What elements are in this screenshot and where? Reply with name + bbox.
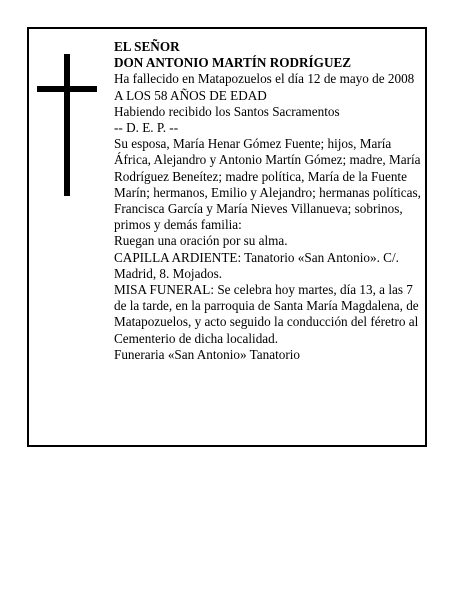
death-date-line: Ha fallecido en Matapozuelos el día 12 de mayo de 2008 xyxy=(114,71,415,87)
prayer-line: Ruegan una oración por su alma. xyxy=(114,233,288,249)
funeral-home-line: Funeraria «San Antonio» Tanatorio xyxy=(114,346,300,362)
latin-cross-icon xyxy=(37,54,97,196)
deceased-title: EL SEÑOR xyxy=(114,39,180,54)
deceased-name: DON ANTONIO MARTÍN RODRÍGUEZ xyxy=(114,55,352,71)
cross-vertical-bar xyxy=(64,54,70,196)
cross-horizontal-bar xyxy=(37,86,97,92)
sacraments-line: Habiendo recibido los Santos Sacramentos xyxy=(114,103,340,119)
obituary-text xyxy=(114,39,424,363)
rip-line: -- D. E. P. -- xyxy=(114,120,179,136)
age-line: A LOS 58 AÑOS DE EDAD xyxy=(114,87,267,103)
family-paragraph: Su esposa, María Henar Gómez Fuente; hijos, María África, Alejandro y Antonio Martín Gómez; madre, María Rodríguez Beneítez; madre política, María de la Fuente Marín; hermanos, Emilio y Alejandro; hermanas políticas, Francisca García y María Nieves Villanueva; sobrinos, primos y demás familia: xyxy=(114,136,421,233)
funeral-mass-paragraph: MISA FUNERAL: Se celebra hoy martes, día 13, a las 7 de la tarde, en la parroquia de Santa María Magdalena, de Matapozuelos, y acto seguido la conducción del féretro al Cementerio de dicha localidad. xyxy=(114,282,419,346)
funeral-chapel-paragraph: CAPILLA ARDIENTE: Tanatorio «San Antonio». C/. Madrid, 8. Mojados. xyxy=(114,249,399,281)
